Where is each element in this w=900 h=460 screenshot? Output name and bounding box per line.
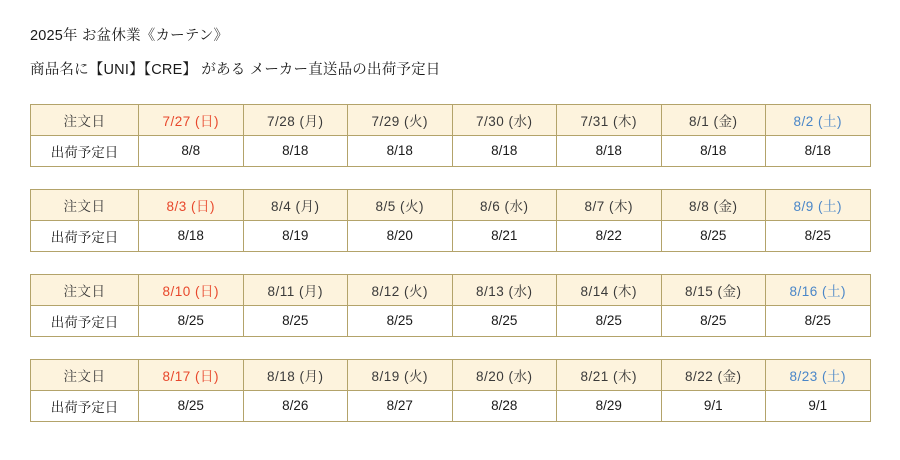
ship-date-cell: 8/25 bbox=[348, 305, 453, 336]
ship-date-label: 出荷予定日 bbox=[31, 220, 139, 251]
order-date-cell: 8/4 (月) bbox=[243, 189, 348, 220]
ship-date-cell: 8/25 bbox=[139, 390, 244, 421]
table-row bbox=[31, 135, 871, 166]
order-date-cell: 8/7 (木) bbox=[557, 189, 662, 220]
order-date-cell: 7/28 (月) bbox=[243, 104, 348, 135]
table-row bbox=[31, 390, 871, 421]
ship-date-cell: 8/18 bbox=[452, 135, 557, 166]
order-date-cell: 8/14 (木) bbox=[557, 274, 662, 305]
table-row bbox=[31, 104, 871, 135]
order-date-label: 注文日 bbox=[31, 189, 139, 220]
ship-date-cell: 8/25 bbox=[243, 305, 348, 336]
order-date-cell: 8/11 (月) bbox=[243, 274, 348, 305]
ship-date-cell: 8/18 bbox=[243, 135, 348, 166]
page-subtitle: 商品名に【UNI】【CRE】 がある メーカー直送品の出荷予定日 bbox=[30, 61, 441, 78]
order-date-cell: 8/16 (土) bbox=[766, 274, 871, 305]
schedule-table bbox=[30, 189, 871, 252]
ship-date-cell: 8/21 bbox=[452, 220, 557, 251]
table-row bbox=[31, 305, 871, 336]
ship-date-cell: 8/18 bbox=[766, 135, 871, 166]
order-date-cell: 8/3 (日) bbox=[139, 189, 244, 220]
ship-date-cell: 8/25 bbox=[766, 305, 871, 336]
ship-date-cell: 8/20 bbox=[348, 220, 453, 251]
order-date-label: 注文日 bbox=[31, 104, 139, 135]
order-date-cell: 8/12 (火) bbox=[348, 274, 453, 305]
order-date-cell: 7/31 (木) bbox=[557, 104, 662, 135]
order-date-cell: 8/9 (土) bbox=[766, 189, 871, 220]
ship-date-cell: 8/29 bbox=[557, 390, 662, 421]
ship-date-cell: 9/1 bbox=[766, 390, 871, 421]
schedule-table bbox=[30, 104, 871, 167]
schedule-tables bbox=[30, 104, 870, 422]
order-date-cell: 8/6 (水) bbox=[452, 189, 557, 220]
ship-date-label: 出荷予定日 bbox=[31, 390, 139, 421]
order-date-cell: 8/21 (木) bbox=[557, 359, 662, 390]
order-date-cell: 8/10 (日) bbox=[139, 274, 244, 305]
ship-date-cell: 8/25 bbox=[452, 305, 557, 336]
schedule-table bbox=[30, 359, 871, 422]
ship-date-cell: 8/26 bbox=[243, 390, 348, 421]
table-row bbox=[31, 274, 871, 305]
order-date-label: 注文日 bbox=[31, 359, 139, 390]
ship-date-cell: 8/18 bbox=[139, 220, 244, 251]
ship-date-cell: 8/8 bbox=[139, 135, 244, 166]
order-date-cell: 8/19 (火) bbox=[348, 359, 453, 390]
ship-date-cell: 9/1 bbox=[661, 390, 766, 421]
order-date-cell: 7/29 (火) bbox=[348, 104, 453, 135]
ship-date-cell: 8/25 bbox=[661, 220, 766, 251]
ship-date-cell: 8/18 bbox=[661, 135, 766, 166]
table-row bbox=[31, 359, 871, 390]
ship-date-cell: 8/18 bbox=[557, 135, 662, 166]
order-date-cell: 7/30 (水) bbox=[452, 104, 557, 135]
ship-date-label: 出荷予定日 bbox=[31, 135, 139, 166]
order-date-cell: 8/15 (金) bbox=[661, 274, 766, 305]
ship-date-cell: 8/27 bbox=[348, 390, 453, 421]
order-date-cell: 8/1 (金) bbox=[661, 104, 766, 135]
ship-date-cell: 8/28 bbox=[452, 390, 557, 421]
order-date-cell: 8/2 (土) bbox=[766, 104, 871, 135]
order-date-cell: 8/18 (月) bbox=[243, 359, 348, 390]
page-title: 2025年 お盆休業《カーテン》 bbox=[30, 28, 229, 44]
order-date-cell: 8/20 (水) bbox=[452, 359, 557, 390]
ship-date-cell: 8/25 bbox=[661, 305, 766, 336]
ship-date-cell: 8/22 bbox=[557, 220, 662, 251]
order-date-cell: 8/8 (金) bbox=[661, 189, 766, 220]
ship-date-cell: 8/25 bbox=[557, 305, 662, 336]
order-date-cell: 8/17 (日) bbox=[139, 359, 244, 390]
ship-date-label: 出荷予定日 bbox=[31, 305, 139, 336]
ship-date-cell: 8/18 bbox=[348, 135, 453, 166]
schedule-table bbox=[30, 274, 871, 337]
ship-date-cell: 8/25 bbox=[139, 305, 244, 336]
table-row bbox=[31, 220, 871, 251]
order-date-cell: 7/27 (日) bbox=[139, 104, 244, 135]
order-date-cell: 8/23 (土) bbox=[766, 359, 871, 390]
order-date-cell: 8/13 (水) bbox=[452, 274, 557, 305]
order-date-cell: 8/5 (火) bbox=[348, 189, 453, 220]
order-date-label: 注文日 bbox=[31, 274, 139, 305]
table-row bbox=[31, 189, 871, 220]
ship-date-cell: 8/19 bbox=[243, 220, 348, 251]
order-date-cell: 8/22 (金) bbox=[661, 359, 766, 390]
ship-date-cell: 8/25 bbox=[766, 220, 871, 251]
